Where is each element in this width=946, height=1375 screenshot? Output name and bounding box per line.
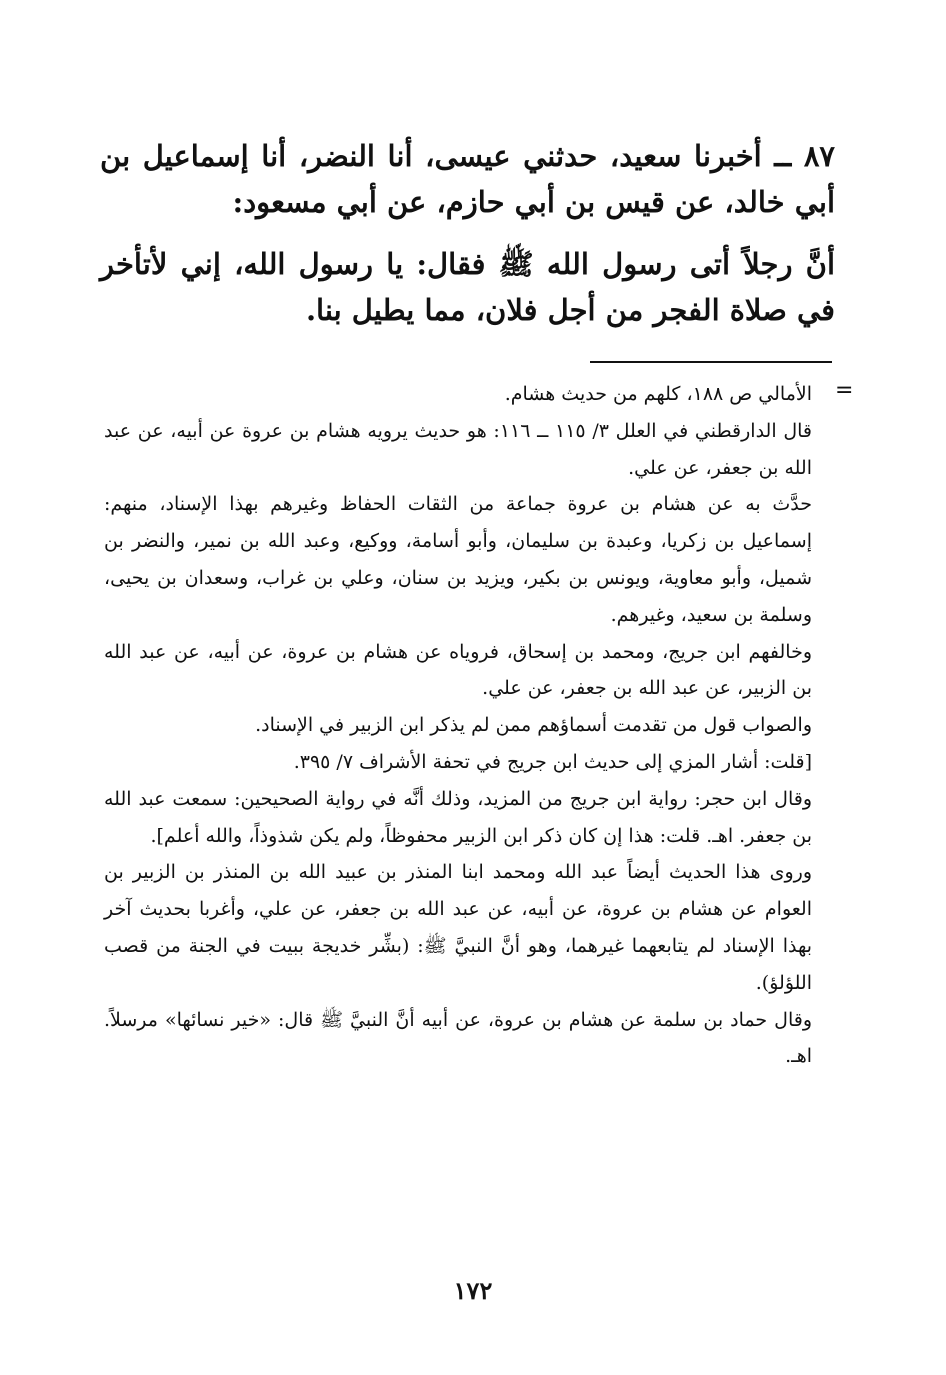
footnote-paragraph: حدَّث به عن هشام بن عروة جماعة من الثقات الحفاظ وغيرهم بهذا الإسناد، منهم: إسماعيل بن زكريا، وعبدة بن سليمان، وأبو أسامة، ووكيع، وعبد الله بن نمير، والنضر بن شميل، وأبو معاوية، ويونس بن بكير، ويزيد بن سنان، وعلي بن غراب، وسعدان بن يحيى، وسلمة بن سعيد، وغيرهم. (104, 493, 812, 626)
page-number: ١٧٢ (453, 1276, 493, 1305)
hadith-isnad: ٨٧ ــ أخبرنا سعيد، حدثني عيسى، أنا النضر، أنا إسماعيل بن أبي خالد، عن قيس بن أبي حازم، عن أبي مسعود: (100, 139, 835, 219)
footnote-paragraph: الأمالي ص ١٨٨، كلهم من حديث هشام. (504, 383, 812, 405)
footnote-continuation-marker: = (835, 378, 854, 403)
hadith-matn: أنَّ رجلاً أتى رسول الله ﷺ فقال: يا رسول الله، إني لأتأخر في صلاة الفجر من أجل فلان، مما يطيل بنا. (100, 247, 835, 327)
footnote-paragraph: قال الدارقطني في العلل ٣/ ١١٥ ــ ١١٦: هو حديث يرويه هشام بن عروة عن أبيه، عن عبد الله بن جعفر، عن علي. (104, 419, 813, 479)
footnotes (104, 376, 812, 1075)
footnote-paragraph: وخالفهم ابن جريج، ومحمد بن إسحاق، فروياه عن هشام بن عروة، عن أبيه، عن عبد الله بن الزبير، عن عبد الله بن جعفر، عن علي. (104, 640, 812, 700)
footnote-separator (590, 361, 832, 363)
footnote-paragraph: [قلت: أشار المزي إلى حديث ابن جريج في تحفة الأشراف ٧/ ٣٩٥. (293, 750, 812, 773)
footnote-paragraph: وقال ابن حجر: رواية ابن جريج من المزيد، وذلك أنَّه في رواية الصحيحين: سمعت عبد الله بن جعفر. اهـ. قلت: هذا إن كان ذكر ابن الزبير محفوظاً، ولم يكن شذوذاً، والله أعلم]. (104, 787, 812, 847)
footnote-paragraph: وروى هذا الحديث أيضاً عبد الله ومحمد ابنا المنذر بن عبيد الله بن المنذر بن الزبير بن العوام عن هشام بن عروة، عن أبيه، عن عبد الله بن جعفر، عن علي، وأغربا بحديث آخر بهذا الإسناد لم يتابعهما غيرهما، وهو أنَّ النبيَّ ﷺ: (بشِّر خديجة ببيت في الجنة من قصب اللؤلؤ). (104, 861, 812, 994)
footnote-paragraph: والصواب قول من تقدمت أسماؤهم ممن لم يذكر ابن الزبير في الإسناد. (255, 714, 812, 737)
footnote-paragraph: وقال حماد بن سلمة عن هشام بن عروة، عن أبيه أنَّ النبيَّ ﷺ قال: «خير نسائها» مرسلاً. اهـ. (104, 1008, 812, 1068)
